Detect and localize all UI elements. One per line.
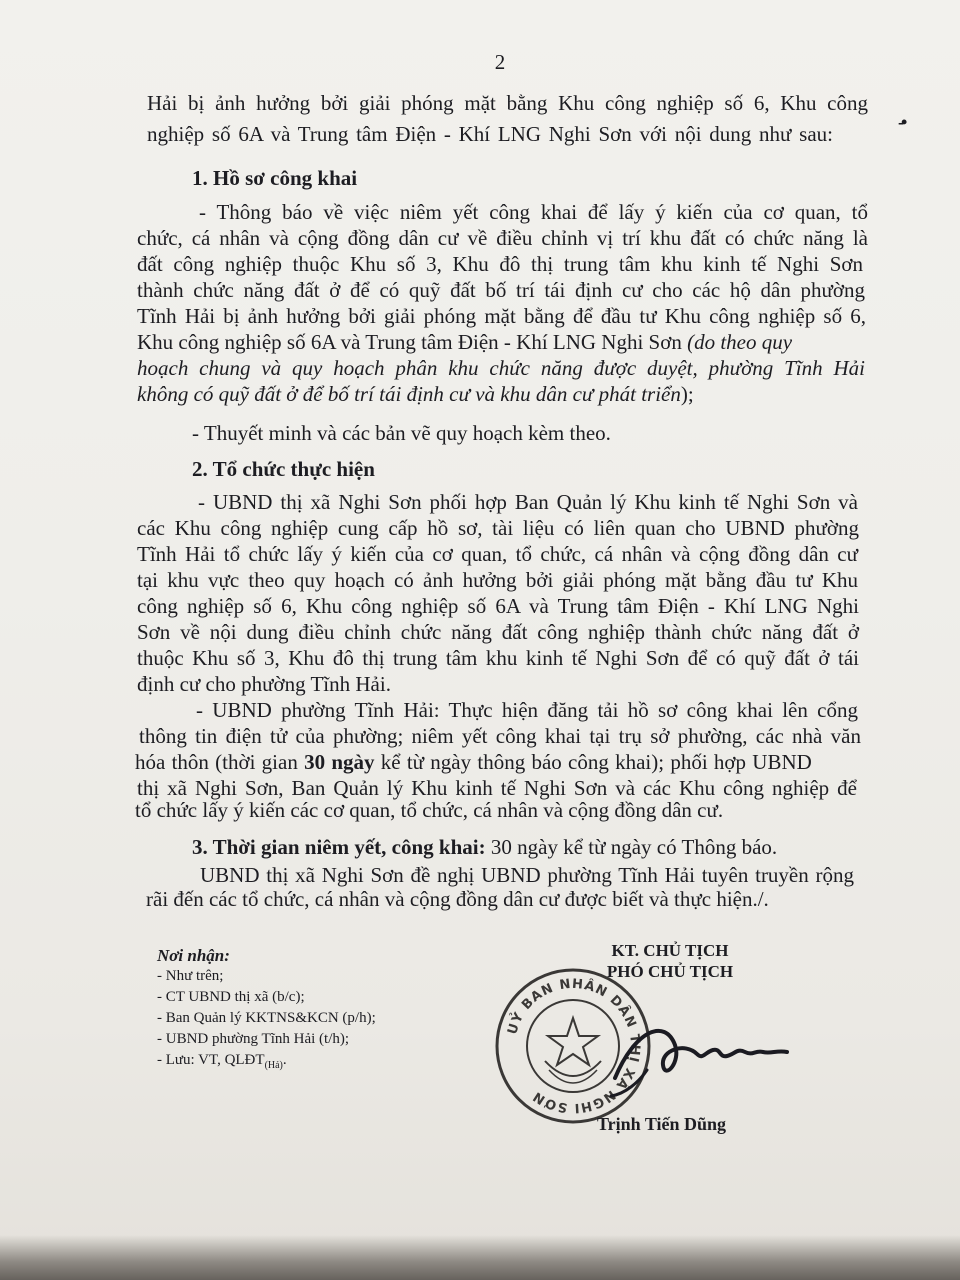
archive-suffix: . (282, 1052, 287, 1068)
archive-prefix: - Lưu: VT, QLĐT (157, 1052, 265, 1068)
s2-line3-bold: 30 ngày (304, 750, 375, 774)
s1-para1-line: thành chức năng đất ở để có quỹ đất bố trí tái định cư cho các hộ dân phường (137, 278, 865, 302)
s1-para1-line-6 (137, 330, 792, 355)
s2-para1-line: tại khu vực theo quy hoạch có ảnh hưởng bởi giải phóng mặt bằng đầu tư Khu (137, 568, 858, 592)
s1-para1-line: Tĩnh Hải bị ảnh hưởng bởi giải phóng mặt bằng để đầu tư Khu công nghiệp số 6, (137, 304, 866, 328)
s2-line3-a: hóa thôn (thời gian (135, 750, 305, 774)
svg-text:UỶ BAN NHÂN DÂN THỊ XÃ NGHI SƠ: UỶ BAN NHÂN DÂN THỊ XÃ NGHI SƠN (505, 976, 643, 1116)
s2-para1-line: công nghiệp số 6, Khu công nghiệp số 6A và Trung tâm Điện - Khí LNG Nghi (137, 594, 859, 618)
s1-para1-line: - Thông báo về việc niêm yết công khai để lấy ý kiến của cơ quan, tổ (199, 200, 868, 224)
s2-para1-line: thuộc Khu số 3, Khu đô thị trung tâm khu kinh tế Nghi Sơn để có quỹ đất ở tái (137, 646, 859, 670)
archive-sub: (Hả) (264, 1060, 283, 1071)
s2-para1-line: các Khu công nghiệp cung cấp hồ sơ, tài liệu có liên quan cho UBND phường (137, 516, 859, 540)
edge-mark: -• (898, 112, 905, 132)
handwritten-signature-icon (605, 1010, 810, 1100)
recipient-item: - Như trên; (157, 968, 224, 984)
bottom-shadow (0, 1235, 960, 1280)
s1-line6-italic: (do theo quy (687, 330, 793, 354)
section3-heading: 3. Thời gian niêm yết, công khai: (192, 835, 486, 859)
s2-para1-line: định cư cho phường Tĩnh Hải. (137, 672, 391, 696)
s1-para1-line: chức, cá nhân và cộng đồng dân cư về điều chỉnh vị trí khu đất có chức năng là (137, 226, 868, 250)
signature-title-2: PHÓ CHỦ TỊCH (606, 962, 734, 981)
closing-line: UBND thị xã Nghi Sơn đề nghị UBND phường Tĩnh Hải tuyên truyền rộng (200, 863, 854, 887)
section3 (192, 835, 777, 860)
s1-para2: - Thuyết minh và các bản vẽ quy hoạch kèm theo. (192, 421, 611, 445)
recipients-title: Nơi nhận: (157, 946, 230, 965)
s1-line6-normal: Khu công nghiệp số 6A và Trung tâm Điện - Khí LNG Nghi Sơn (137, 330, 688, 354)
s2-line3-b: kể từ ngày thông báo công khai); phối hợp UBND (374, 750, 812, 774)
s2-para2-line: - UBND phường Tĩnh Hải: Thực hiện đăng tải hồ sơ công khai lên cổng (196, 698, 858, 722)
s2-para1-line: Tĩnh Hải tổ chức lấy ý kiến của cơ quan, tổ chức, cá nhân và cộng đồng dân cư (137, 542, 858, 566)
closing-line: rãi đến các tổ chức, cá nhân và cộng đồng dân cư được biết và thực hiện./. (146, 887, 769, 911)
recipient-item: - Ban Quản lý KKTNS&KCN (p/h); (157, 1010, 376, 1026)
s2-para2-line-3 (135, 750, 812, 775)
signature-title-1: KT. CHỦ TỊCH (611, 941, 729, 960)
s2-para2-line: tổ chức lấy ý kiến các cơ quan, tổ chức, cá nhân và cộng đồng dân cư. (135, 798, 724, 822)
s2-para1-line: Sơn về nội dung điều chỉnh chức năng đất công nghiệp thành chức năng đất ở (137, 620, 859, 644)
s1-para1-line-8 (137, 382, 694, 407)
section3-text: 30 ngày kể từ ngày có Thông báo. (485, 835, 778, 859)
recipient-item: - UBND phường Tĩnh Hải (t/h); (157, 1031, 350, 1047)
intro-line-2: nghiệp số 6A và Trung tâm Điện - Khí LNG Nghi Sơn với nội dung như sau: (147, 122, 833, 146)
intro-line-1: Hải bị ảnh hưởng bởi giải phóng mặt bằng Khu công nghiệp số 6, Khu công (147, 91, 868, 115)
s2-para1-line: - UBND thị xã Nghi Sơn phối hợp Ban Quản lý Khu kinh tế Nghi Sơn và (198, 490, 858, 514)
s2-para2-line: thông tin điện tử của phường; niêm yết công khai tại trụ sở phường, các nhà văn (139, 724, 861, 748)
s2-para2-line: thị xã Nghi Sơn, Ban Quản lý Khu kinh tế Nghi Sơn và các Khu công nghiệp để (137, 776, 857, 800)
s1-line8-end: ); (680, 382, 694, 406)
section2-heading: 2. Tổ chức thực hiện (192, 457, 375, 481)
recipient-item-archive (157, 1052, 287, 1071)
page-number: 2 (494, 50, 506, 74)
s1-line8-italic: không có quỹ đất ở để bố trí tái định cư và khu dân cư phát triển (137, 382, 681, 406)
recipient-item: - CT UBND thị xã (b/c); (157, 989, 305, 1005)
s1-para1-line-7: hoạch chung và quy hoạch phân khu chức năng được duyệt, phường Tĩnh Hải (137, 356, 865, 380)
signer-name: Trịnh Tiến Dũng (597, 1114, 727, 1134)
s1-para1-line: đất công nghiệp thuộc Khu số 3, Khu đô thị trung tâm khu kinh tế Nghi Sơn (137, 252, 863, 276)
section1-heading: 1. Hồ sơ công khai (192, 166, 358, 190)
